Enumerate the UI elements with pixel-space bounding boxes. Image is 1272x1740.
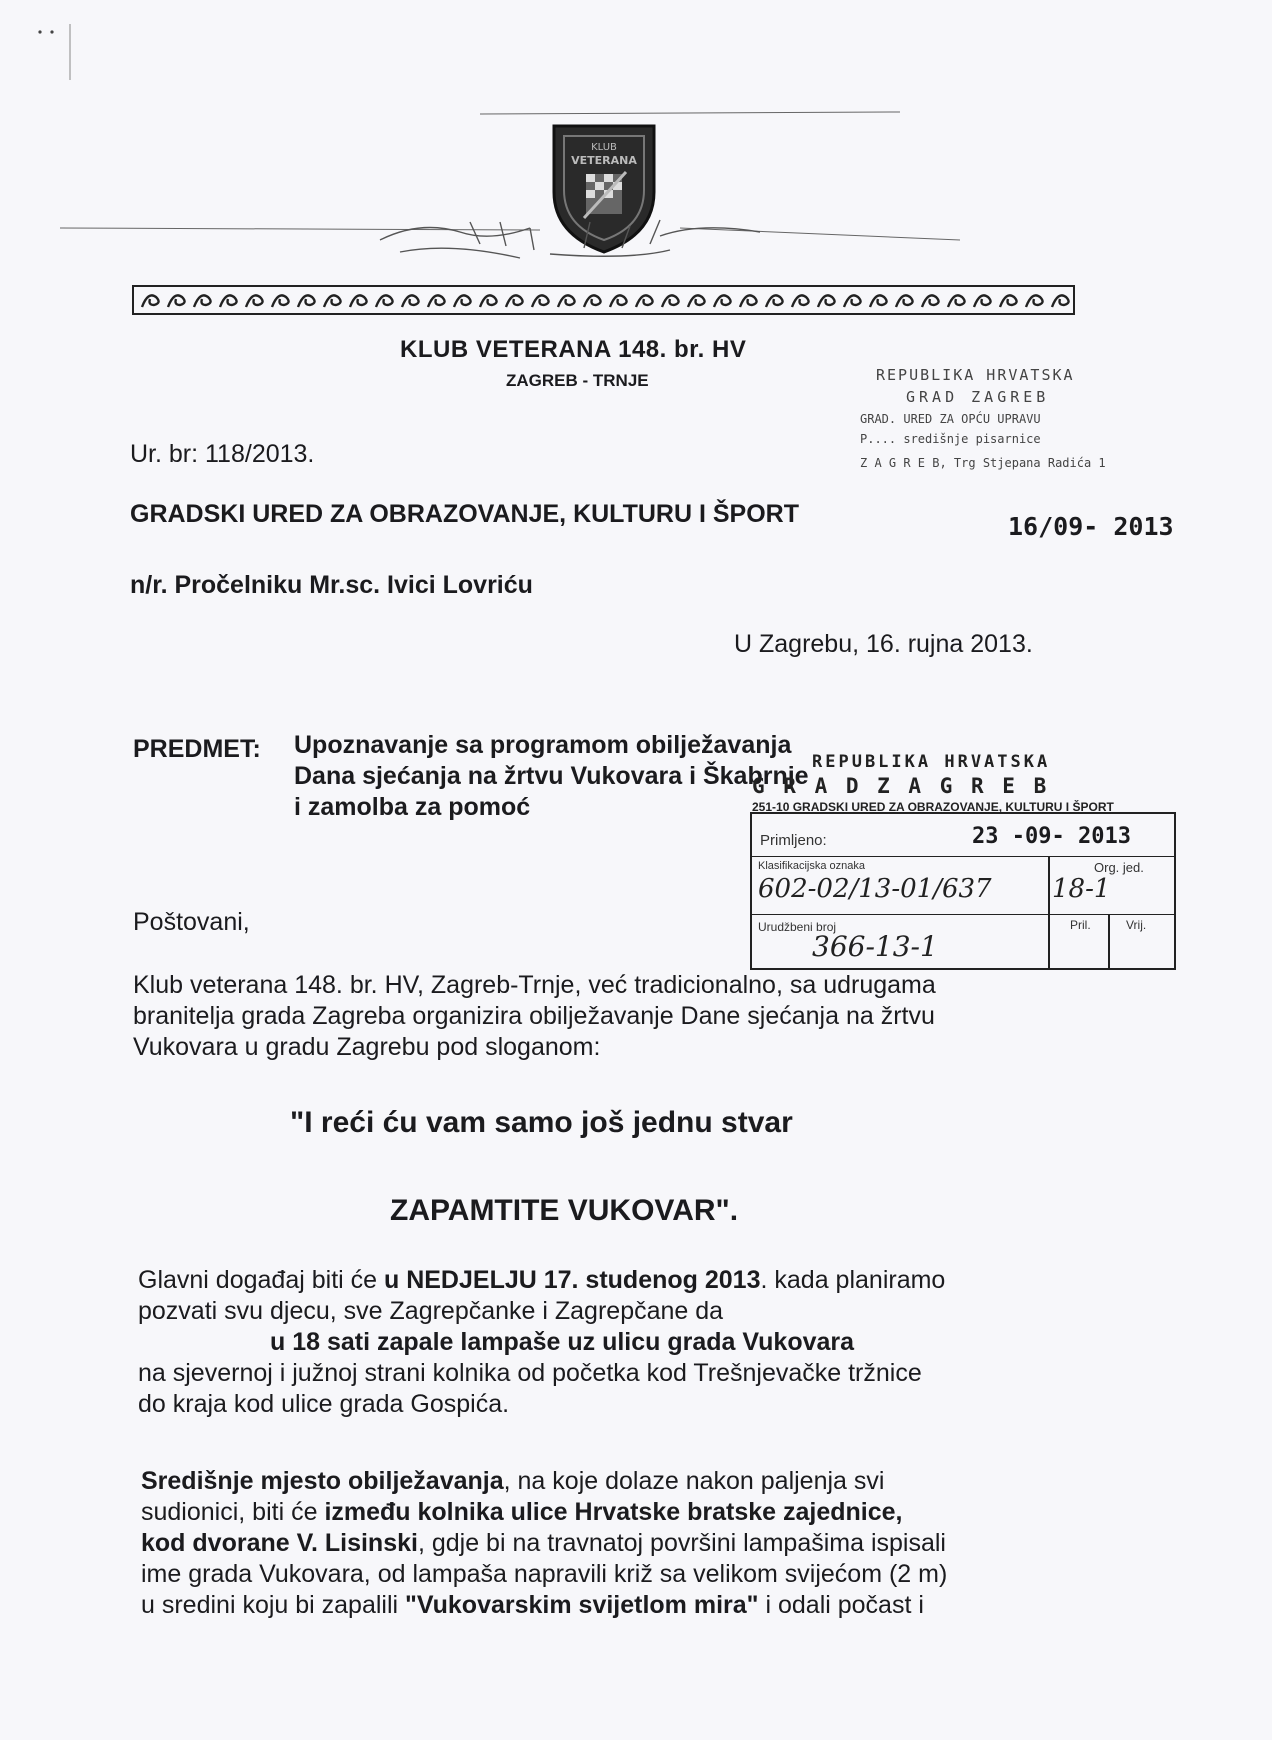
stamp-city-line4: P.... središnje pisarnice bbox=[860, 432, 1041, 446]
para2-text: na sjevernoj i južnoj strani kolnika od početka kod Trešnjevačke tržnice bbox=[138, 1359, 922, 1387]
decorative-border bbox=[132, 285, 1075, 315]
reference-number: Ur. br: 118/2013. bbox=[130, 440, 315, 468]
svg-text:VETERANA: VETERANA bbox=[571, 154, 637, 167]
paragraph-2 bbox=[138, 1265, 1098, 1420]
paragraph-line: Vukovara u gradu Zagrebu pod sloganom: bbox=[133, 1033, 601, 1061]
svg-text:KLUB: KLUB bbox=[591, 142, 617, 153]
para2-text: pozvati svu djecu, sve Zagrepčanke i Zagrepčane da bbox=[138, 1297, 724, 1325]
para3-text: ime grada Vukovara, od lampaša napravili križ sa velikom svijećom (2 m) bbox=[141, 1560, 948, 1588]
recipient: GRADSKI URED ZA OBRAZOVANJE, KULTURU I ŠPORT bbox=[130, 500, 799, 528]
club-name: KLUB VETERANA 148. br. HV bbox=[400, 336, 747, 363]
event-date: u NEDJELJU 17. studenog 2013 bbox=[383, 1266, 761, 1294]
classification-value: 602-02/13-01/637 bbox=[758, 874, 992, 904]
para3-text: u sredini koju bi zapalili bbox=[141, 1591, 406, 1619]
attention-line: n/r. Pročelniku Mr.sc. Ivici Lovriću bbox=[130, 571, 533, 599]
paragraph-line: branitelja grada Zagreba organizira obilježavanje Dane sjećanja na žrtvu bbox=[133, 1002, 935, 1030]
central-location: Središnje mjesto obilježavanja bbox=[141, 1467, 504, 1495]
received-label: Primljeno: bbox=[760, 832, 827, 849]
para3-text: , gdje bi na travnatoj površini lampašima ispisali bbox=[417, 1529, 946, 1557]
registry-stamp-box bbox=[750, 812, 1176, 970]
subject bbox=[294, 730, 809, 823]
para2-text: Glavni događaj biti će bbox=[138, 1266, 384, 1294]
stamp-city-line1: REPUBLIKA HRVATSKA bbox=[876, 366, 1075, 384]
salutation: Poštovani, bbox=[133, 908, 250, 936]
stamp-city-line2: GRAD ZAGREB bbox=[906, 388, 1050, 406]
classification-label: Klasifikacijska oznaka bbox=[758, 860, 865, 872]
paragraph-line: Klub veterana 148. br. HV, Zagreb-Trnje, već tradicionalno, sa udrugama bbox=[133, 971, 936, 999]
peace-light: "Vukovarskim svijetlom mira" bbox=[405, 1591, 759, 1619]
paragraph-3 bbox=[141, 1466, 1097, 1621]
stamp-city-line3: GRAD. URED ZA OPĆU UPRAVU bbox=[860, 412, 1041, 426]
attachments-label: Pril. bbox=[1070, 918, 1091, 932]
paragraph-1 bbox=[133, 970, 936, 1063]
club-city: ZAGREB - TRNJE bbox=[506, 371, 649, 390]
para2-text: do kraja kod ulice grada Gospića. bbox=[138, 1390, 510, 1418]
registry-number-value: 366-13-1 bbox=[812, 930, 938, 963]
central-location-hall: kod dvorane V. Lisinski bbox=[141, 1529, 418, 1557]
org-unit-label: Org. jed. bbox=[1094, 860, 1144, 875]
received-date: 23 -09- 2013 bbox=[972, 824, 1131, 849]
laurel-decoration-icon bbox=[60, 110, 960, 280]
registry-stamp-header3: 251-10 GRADSKI URED ZA OBRAZOVANJE, KULTURU I ŠPORT bbox=[752, 800, 1114, 814]
org-unit-value: 18-1 bbox=[1052, 874, 1111, 904]
value-label: Vrij. bbox=[1126, 918, 1147, 932]
registry-stamp-header1: REPUBLIKA HRVATSKA bbox=[812, 752, 1051, 772]
registry-number-label: Urudžbeni broj bbox=[758, 920, 837, 934]
para3-text: , na koje dolaze nakon paljenja svi bbox=[503, 1467, 885, 1495]
stamp-city-date: 16/09- 2013 bbox=[1008, 512, 1174, 541]
registry-stamp-header2: G R A D Z A G R E B bbox=[752, 774, 1050, 798]
slogan-line-1: "I reći ću vam samo još jednu stvar bbox=[290, 1106, 793, 1139]
subject-line: i zamolba za pomoć bbox=[294, 793, 531, 821]
scan-edge-marks bbox=[30, 20, 80, 80]
place-date: U Zagrebu, 16. rujna 2013. bbox=[734, 630, 1033, 658]
border-wave-pattern bbox=[142, 295, 1069, 307]
para2-text: . kada planiramo bbox=[760, 1266, 946, 1294]
subject-line: Dana sjećanja na žrtvu Vukovara i Škabrnje bbox=[294, 762, 809, 790]
subject-label: PREDMET: bbox=[133, 735, 261, 763]
event-time: u 18 sati zapale lampaše uz ulicu grada Vukovara bbox=[270, 1328, 855, 1356]
subject-line: Upoznavanje sa programom obilježavanja bbox=[294, 731, 792, 759]
slogan-line-2: ZAPAMTITE VUKOVAR". bbox=[390, 1194, 739, 1227]
para3-text: sudionici, biti će bbox=[141, 1498, 325, 1526]
para3-text: i odali počast i bbox=[758, 1591, 924, 1619]
central-location-street: između kolnika ulice Hrvatske bratske zajednice, bbox=[324, 1498, 903, 1526]
stamp-city-line5: Z A G R E B, Trg Stjepana Radića 1 bbox=[860, 456, 1106, 470]
